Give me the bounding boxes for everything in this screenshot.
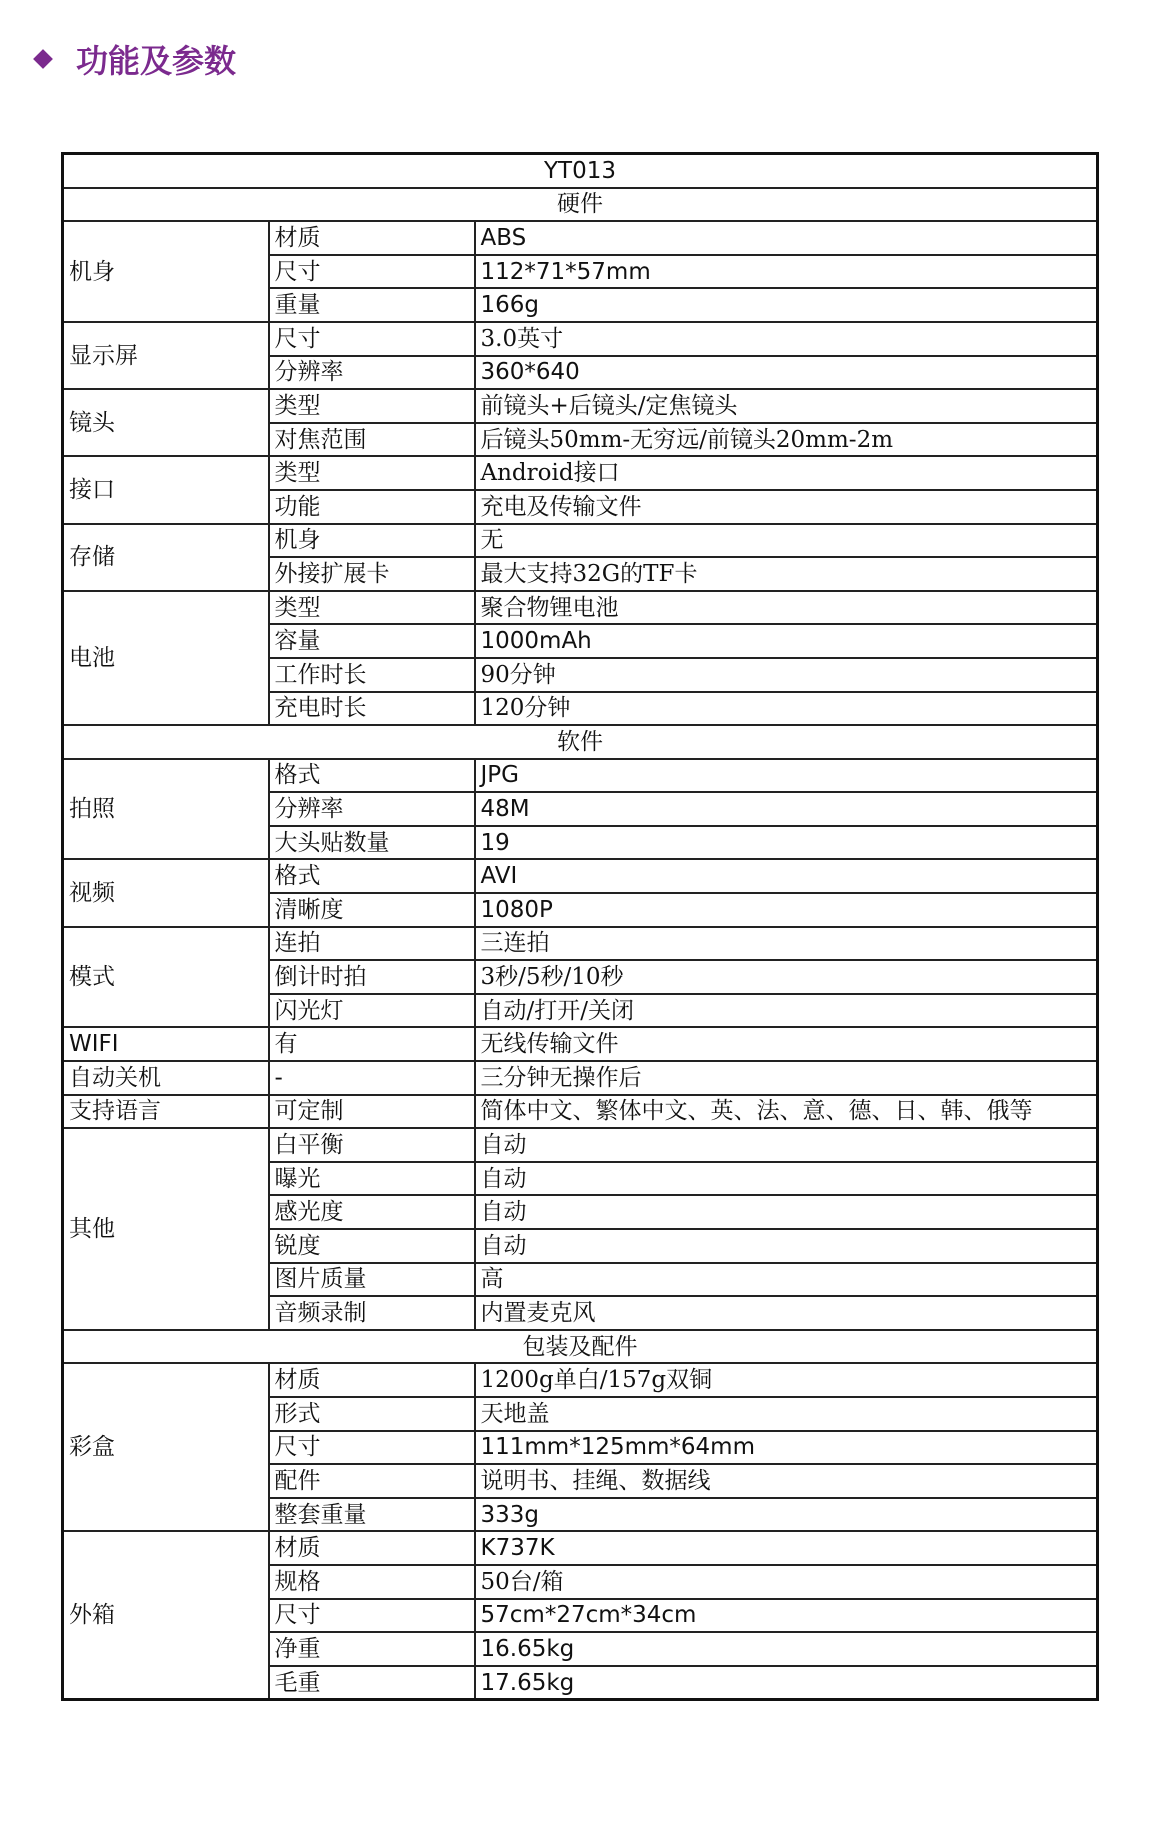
spec-value: 自动 — [475, 1162, 1098, 1196]
spec-name: 可定制 — [269, 1095, 475, 1129]
table-row — [63, 1027, 1098, 1061]
spec-name: 连拍 — [269, 927, 475, 961]
spec-table-body — [63, 154, 1098, 1700]
table-row — [63, 524, 1098, 558]
spec-name: 大头贴数量 — [269, 826, 475, 860]
spec-value: 自动 — [475, 1229, 1098, 1263]
spec-name: 重量 — [269, 288, 475, 322]
group-label: 电池 — [63, 591, 269, 725]
spec-value: 16.65kg — [475, 1632, 1098, 1666]
spec-name: 感光度 — [269, 1195, 475, 1229]
spec-value: 57cm*27cm*34cm — [475, 1599, 1098, 1633]
table-row — [63, 759, 1098, 793]
spec-value: 1200g单白/157g双铜 — [475, 1363, 1098, 1397]
model-title: YT013 — [63, 154, 1098, 188]
group-label: 接口 — [63, 456, 269, 523]
group-label: 彩盒 — [63, 1363, 269, 1531]
spec-value: 1080P — [475, 893, 1098, 927]
group-label: 存储 — [63, 524, 269, 591]
spec-name: 外接扩展卡 — [269, 557, 475, 591]
spec-name: 容量 — [269, 624, 475, 658]
spec-name: 锐度 — [269, 1229, 475, 1263]
table-row — [63, 1061, 1098, 1095]
spec-value: 无 — [475, 524, 1098, 558]
table-row — [63, 1128, 1098, 1162]
spec-name: 格式 — [269, 759, 475, 793]
spec-value: 48M — [475, 792, 1098, 826]
section-row — [63, 1330, 1098, 1364]
spec-value: 内置麦克风 — [475, 1296, 1098, 1330]
group-label: WIFI — [63, 1027, 269, 1061]
table-row — [63, 1095, 1098, 1129]
spec-table — [61, 152, 1099, 1701]
group-label: 其他 — [63, 1128, 269, 1330]
section-title: 功能及参数 — [76, 42, 237, 80]
spec-value: 自动 — [475, 1195, 1098, 1229]
spec-value: 天地盖 — [475, 1397, 1098, 1431]
spec-name: 类型 — [269, 389, 475, 423]
spec-value: 50台/箱 — [475, 1565, 1098, 1599]
spec-value: 三分钟无操作后 — [475, 1061, 1098, 1095]
section-row — [63, 188, 1098, 222]
spec-name: 类型 — [269, 591, 475, 625]
spec-value: Android接口 — [475, 456, 1098, 490]
group-label: 支持语言 — [63, 1095, 269, 1129]
spec-value: 360*640 — [475, 356, 1098, 390]
spec-name: 功能 — [269, 490, 475, 524]
spec-value: 最大支持32G的TF卡 — [475, 557, 1098, 591]
group-label: 机身 — [63, 221, 269, 322]
spec-name: 分辨率 — [269, 356, 475, 390]
spec-name: 倒计时拍 — [269, 960, 475, 994]
group-label: 视频 — [63, 859, 269, 926]
spec-name: 工作时长 — [269, 658, 475, 692]
spec-name: 格式 — [269, 859, 475, 893]
table-row — [63, 456, 1098, 490]
spec-value: 无线传输文件 — [475, 1027, 1098, 1061]
group-label: 拍照 — [63, 759, 269, 860]
spec-name: 整套重量 — [269, 1498, 475, 1532]
spec-name: 充电时长 — [269, 692, 475, 726]
spec-name: 闪光灯 — [269, 994, 475, 1028]
table-row — [63, 221, 1098, 255]
spec-value: 后镜头50mm-无穷远/前镜头20mm-2m — [475, 423, 1098, 457]
spec-value: 111mm*125mm*64mm — [475, 1431, 1098, 1465]
section-row — [63, 725, 1098, 759]
spec-value: 19 — [475, 826, 1098, 860]
section-heading: 软件 — [63, 725, 1098, 759]
spec-value: 112*71*57mm — [475, 255, 1098, 289]
spec-value: 简体中文、繁体中文、英、法、意、德、日、韩、俄等 — [475, 1095, 1098, 1129]
spec-name: 配件 — [269, 1464, 475, 1498]
spec-name: 尺寸 — [269, 255, 475, 289]
group-label: 显示屏 — [63, 322, 269, 389]
spec-value: 90分钟 — [475, 658, 1098, 692]
spec-value: 3.0英寸 — [475, 322, 1098, 356]
spec-name: 对焦范围 — [269, 423, 475, 457]
table-row — [63, 927, 1098, 961]
spec-name: 音频录制 — [269, 1296, 475, 1330]
spec-value: 166g — [475, 288, 1098, 322]
spec-name: 曝光 — [269, 1162, 475, 1196]
section-header — [28, 36, 236, 82]
spec-name: - — [269, 1061, 475, 1095]
spec-value: JPG — [475, 759, 1098, 793]
spec-name: 类型 — [269, 456, 475, 490]
section-heading: 硬件 — [63, 188, 1098, 222]
spec-name: 清晰度 — [269, 893, 475, 927]
spec-value: 聚合物锂电池 — [475, 591, 1098, 625]
table-row — [63, 591, 1098, 625]
table-row — [63, 859, 1098, 893]
spec-name: 图片质量 — [269, 1263, 475, 1297]
section-heading: 包装及配件 — [63, 1330, 1098, 1364]
spec-name: 规格 — [269, 1565, 475, 1599]
spec-name: 尺寸 — [269, 1431, 475, 1465]
spec-name: 有 — [269, 1027, 475, 1061]
spec-value: 充电及传输文件 — [475, 490, 1098, 524]
spec-value: 17.65kg — [475, 1666, 1098, 1700]
spec-name: 机身 — [269, 524, 475, 558]
spec-name: 分辨率 — [269, 792, 475, 826]
spec-name: 白平衡 — [269, 1128, 475, 1162]
spec-value: ABS — [475, 221, 1098, 255]
group-label: 镜头 — [63, 389, 269, 456]
spec-value: 说明书、挂绳、数据线 — [475, 1464, 1098, 1498]
table-row — [63, 389, 1098, 423]
spec-name: 毛重 — [269, 1666, 475, 1700]
spec-name: 材质 — [269, 1363, 475, 1397]
spec-value: 120分钟 — [475, 692, 1098, 726]
spec-name: 尺寸 — [269, 322, 475, 356]
table-row — [63, 1363, 1098, 1397]
spec-value: 三连拍 — [475, 927, 1098, 961]
spec-value: AVI — [475, 859, 1098, 893]
spec-value: 自动/打开/关闭 — [475, 994, 1098, 1028]
spec-name: 尺寸 — [269, 1599, 475, 1633]
spec-value: 高 — [475, 1263, 1098, 1297]
table-row — [63, 322, 1098, 356]
spec-value: 1000mAh — [475, 624, 1098, 658]
spec-name: 形式 — [269, 1397, 475, 1431]
spec-value: 333g — [475, 1498, 1098, 1532]
group-label: 自动关机 — [63, 1061, 269, 1095]
group-label: 模式 — [63, 927, 269, 1028]
spec-name: 材质 — [269, 221, 475, 255]
table-row — [63, 1531, 1098, 1565]
table-title-row — [63, 154, 1098, 188]
spec-value: 前镜头+后镜头/定焦镜头 — [475, 389, 1098, 423]
spec-name: 净重 — [269, 1632, 475, 1666]
spec-name: 材质 — [269, 1531, 475, 1565]
spec-value: 自动 — [475, 1128, 1098, 1162]
group-label: 外箱 — [63, 1531, 269, 1699]
spec-value: K737K — [475, 1531, 1098, 1565]
diamond-bullet-icon — [33, 49, 53, 69]
spec-value: 3秒/5秒/10秒 — [475, 960, 1098, 994]
